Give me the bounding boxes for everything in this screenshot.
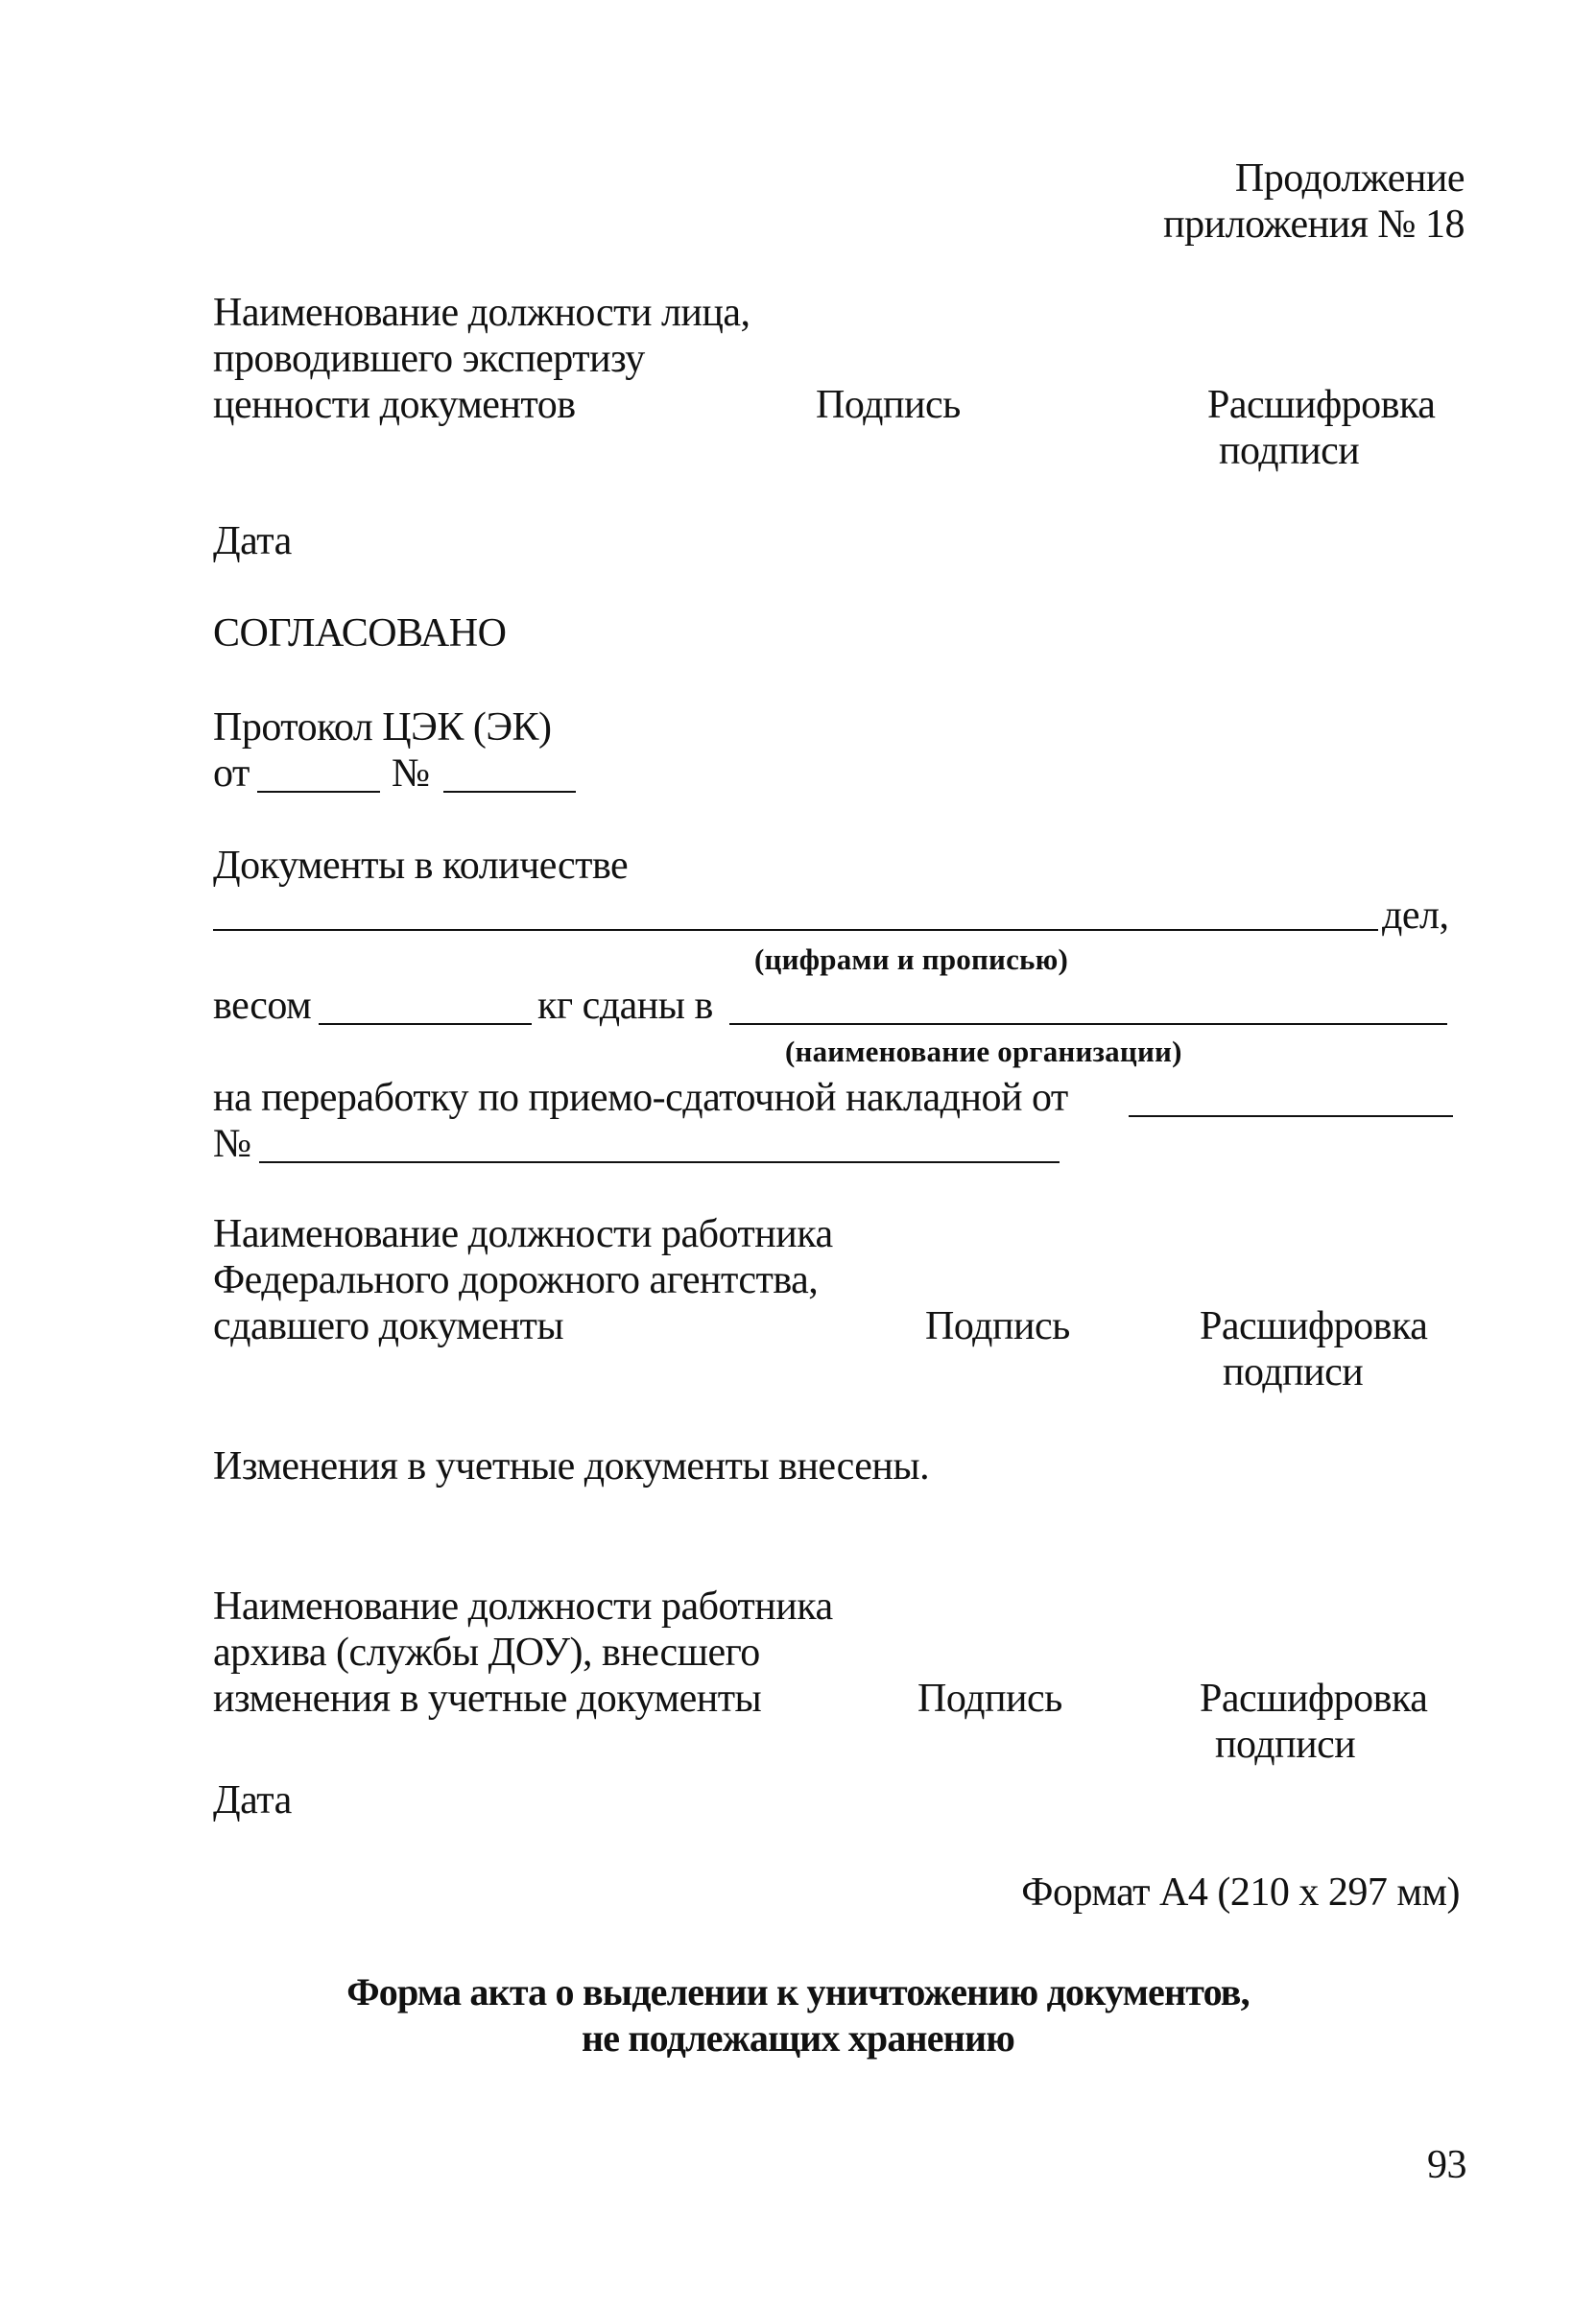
kg-handed-label: кг сданы в [537, 984, 713, 1028]
cases-label: дел, [1382, 893, 1449, 938]
organization-line [729, 1023, 1447, 1025]
archive-date-label: Дата [213, 1778, 292, 1823]
agency-position-line-1: Наименование должности работника [213, 1212, 833, 1256]
archive-decoding-line-1: Расшифровка [1200, 1677, 1428, 1721]
archive-position-line-2: архива (службы ДОУ), внесшего [213, 1631, 760, 1675]
protocol-number-sign: № [392, 751, 430, 796]
agency-signature-label: Подпись [925, 1304, 1070, 1348]
expert-signature-label: Подпись [816, 383, 961, 427]
protocol-label: Протокол ЦЭК (ЭК) [213, 705, 552, 750]
archive-position-line-3: изменения в учетные документы [213, 1677, 762, 1721]
changes-note: Изменения в учетные документы внесены. [213, 1444, 930, 1489]
protocol-number-line [443, 791, 576, 793]
protocol-date-line [257, 791, 380, 793]
archive-decoding-line-2: подписи [1215, 1723, 1356, 1767]
archive-signature-label: Подпись [917, 1677, 1062, 1721]
agency-position-line-2: Федерального дорожного агентства, [213, 1258, 819, 1302]
agency-position-line-3: сдавшего документы [213, 1304, 564, 1348]
expert-decoding-line-2: подписи [1219, 429, 1360, 473]
weight-line [319, 1023, 532, 1025]
digits-hint: (цифрами и прописью) [754, 942, 1069, 976]
continuation-line-2: приложения № 18 [1163, 203, 1465, 247]
format-note: Формат А4 (210 x 297 мм) [1021, 1870, 1460, 1915]
weight-label: весом [213, 984, 312, 1028]
expert-position-line-2: проводившего экспертизу [213, 337, 645, 381]
expert-date-label: Дата [213, 519, 292, 563]
expert-decoding-line-1: Расшифровка [1207, 383, 1436, 427]
organization-hint: (наименование организации) [785, 1035, 1182, 1068]
agency-decoding-line-1: Расшифровка [1200, 1304, 1428, 1348]
documents-quantity-label: Документы в количестве [213, 844, 629, 888]
continuation-line-1: Продолжение [1234, 156, 1465, 201]
expert-position-line-1: Наименование должности лица, [213, 291, 750, 335]
page-number: 93 [1427, 2143, 1466, 2187]
invoice-number-line [259, 1161, 1060, 1163]
next-form-title-line-2: не подлежащих хранению [581, 2016, 1015, 2060]
processing-label: на переработку по приемо-сдаточной накладной от [213, 1076, 1068, 1120]
expert-position-line-3: ценности документов [213, 383, 576, 427]
agency-decoding-line-2: подписи [1223, 1350, 1364, 1394]
invoice-date-line [1129, 1115, 1453, 1117]
archive-position-line-1: Наименование должности работника [213, 1584, 833, 1629]
agreed-label: СОГЛАСОВАНО [213, 611, 507, 655]
next-form-title-line-1: Форма акта о выделении к уничтожению документов, [346, 1970, 1250, 2013]
protocol-from-label: от [213, 751, 250, 796]
documents-quantity-line [213, 929, 1378, 931]
invoice-number-sign: № [213, 1122, 251, 1166]
